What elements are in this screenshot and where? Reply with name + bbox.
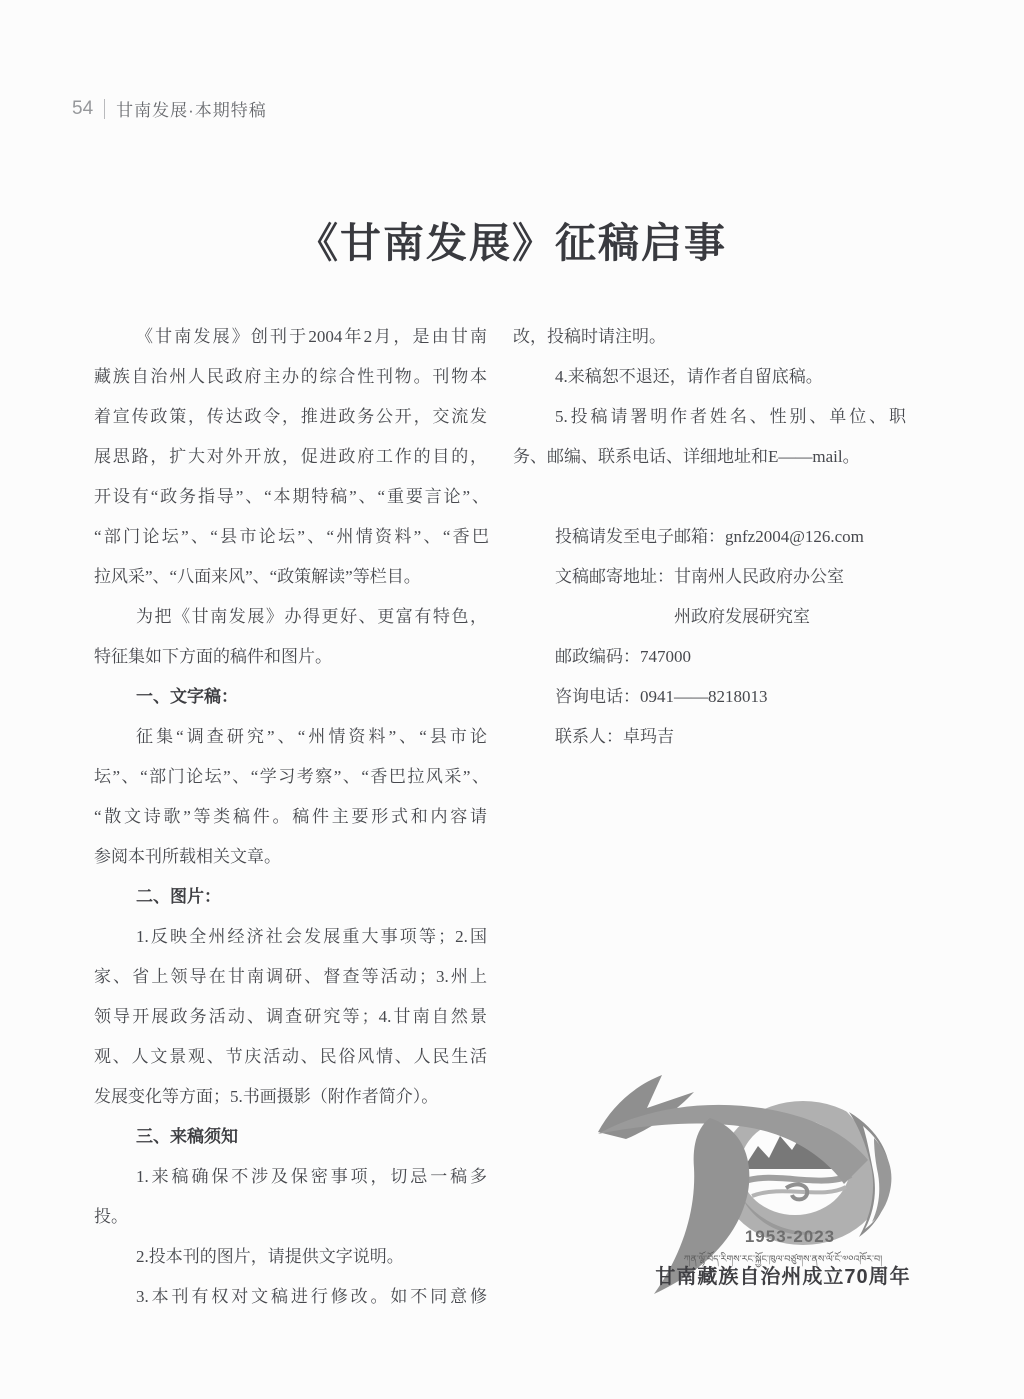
text-line: 领导开展政务活动、调查研究等；4.甘南自然景	[94, 1007, 487, 1026]
text-line: 展思路，扩大对外开放，促进政府工作的目的，	[94, 447, 487, 466]
text-line: 州政府发展研究室	[674, 607, 810, 626]
left-column	[94, 317, 487, 1317]
header-divider	[104, 99, 105, 119]
page-header	[72, 96, 267, 121]
logo-caption: 甘南藏族自治州成立70周年	[655, 1266, 911, 1288]
article-title: 《甘南发展》征稿启事	[297, 220, 727, 266]
anniversary-logo-art	[590, 1070, 940, 1310]
text-line: 家、省上领导在甘南调研、督查等活动；3.州上	[94, 967, 487, 986]
text-line: 藏族自治州人民政府主办的综合性刊物。刊物本	[94, 367, 487, 386]
text-line: 改，投稿时请注明。	[513, 327, 666, 346]
text-line: 《甘南发展》创刊于2004年2月，是由甘南	[136, 327, 487, 346]
text-line: 1.来稿确保不涉及保密事项，切忌一稿多	[136, 1167, 487, 1186]
text-line: 联系人：卓玛吉	[555, 727, 674, 746]
text-line: 文稿邮寄地址：甘南州人民政府办公室	[555, 567, 844, 586]
text-line: 3.本刊有权对文稿进行修改。如不同意修	[136, 1287, 487, 1306]
section-title: 甘南发展·本期特稿	[116, 101, 267, 120]
text-line: 务、邮编、联系电话、详细地址和E——mail。	[513, 447, 860, 466]
right-column	[513, 317, 906, 757]
section-heading: 一、文字稿：	[136, 687, 238, 706]
text-line: 2.投本刊的图片，请提供文字说明。	[136, 1247, 404, 1266]
text-line: 咨询电话：0941——8218013	[555, 687, 768, 706]
text-line: 投。	[94, 1207, 128, 1226]
text-line: 为把《甘南发展》办得更好、更富有特色，	[136, 607, 487, 626]
text-line	[513, 477, 906, 517]
text-line: 着宣传政策，传达政令，推进政务公开，交流发	[94, 407, 487, 426]
section-heading: 三、来稿须知	[136, 1127, 238, 1146]
logo-tibetan-line: ཀན་ལྷོ་བོད་རིགས་རང་སྐྱོང་ཁུལ་བཙུགས་ནས་ལོ་ངོ་༧༠འཁོར་བ།	[683, 1254, 883, 1265]
text-line: 拉风采”、“八面来风”、“政策解读”等栏目。	[94, 567, 421, 586]
text-line: 坛”、“部门论坛”、“学习考察”、“香巴拉风采”、	[94, 767, 487, 786]
text-line: 开设有“政务指导”、“本期特稿”、“重要言论”、	[94, 487, 487, 506]
logo-years: 1953-2023	[744, 1227, 836, 1246]
text-line: 4.来稿恕不退还，请作者自留底稿。	[555, 367, 823, 386]
text-line: 参阅本刊所载相关文章。	[94, 847, 281, 866]
text-line: 征集“调查研究”、“州情资料”、“县市论	[136, 727, 487, 746]
text-line: 邮政编码：747000	[555, 647, 691, 666]
text-line: “散文诗歌”等类稿件。稿件主要形式和内容请	[94, 807, 487, 826]
text-line: 投稿请发至电子邮箱：gnfz2004@126.com	[555, 527, 864, 546]
text-line: 观、人文景观、节庆活动、民俗风情、人民生活	[94, 1047, 487, 1066]
text-line: “部门论坛”、“县市论坛”、“州情资料”、“香巴	[94, 527, 487, 546]
text-line: 特征集如下方面的稿件和图片。	[94, 647, 332, 666]
text-line: 5.投稿请署明作者姓名、性别、单位、职	[555, 407, 906, 426]
page-number: 54	[72, 97, 94, 119]
anniversary-logo	[590, 1070, 940, 1310]
text-line: 1.反映全州经济社会发展重大事项等；2.国	[136, 927, 487, 946]
text-line: 发展变化等方面；5.书画摄影（附作者简介）。	[94, 1087, 439, 1106]
section-heading: 二、图片：	[136, 887, 221, 906]
